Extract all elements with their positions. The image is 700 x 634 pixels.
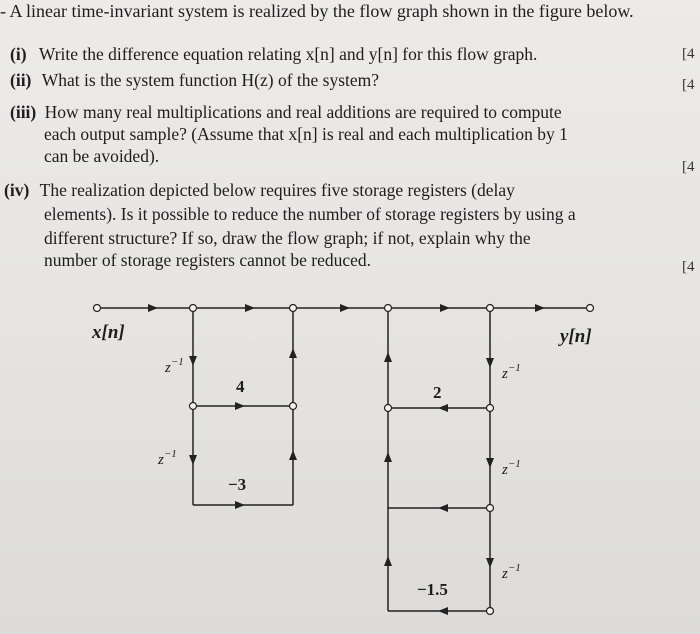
part-ii-marks: [4 bbox=[682, 77, 695, 93]
arrow-forward-5 bbox=[535, 304, 545, 312]
arrow-forward-1 bbox=[148, 304, 158, 312]
arrow-right-up-3 bbox=[384, 556, 392, 566]
arrow-left-delay-1 bbox=[189, 356, 197, 366]
node-j bbox=[487, 608, 494, 615]
arrow-right-delay-1 bbox=[486, 358, 494, 368]
input-label: x[n] bbox=[92, 322, 125, 343]
part-iv-line-4: number of storage registers cannot be reduced. bbox=[44, 250, 372, 270]
node-h bbox=[487, 405, 494, 412]
delay-label-5: $z^{-1}$ bbox=[502, 562, 521, 582]
node-b bbox=[290, 305, 297, 312]
node-c bbox=[385, 305, 392, 312]
arrow-forward-4 bbox=[440, 304, 450, 312]
input-node bbox=[94, 305, 101, 312]
gain-4: 4 bbox=[236, 377, 245, 396]
delay-label-4: $z^{-1}$ bbox=[502, 458, 521, 478]
arrow-right-delay-2 bbox=[486, 458, 494, 468]
part-i-marks: [4 bbox=[682, 46, 695, 62]
arrow-right-up-1 bbox=[384, 352, 392, 362]
arrow-left-delay-2 bbox=[189, 455, 197, 465]
part-iii-line-1: How many real multiplications and real additions are required to compute bbox=[44, 102, 562, 122]
part-iv-label: (iv) bbox=[4, 180, 30, 200]
stem-text: A linear time-invariant system is realized by the flow graph shown in the figure below. bbox=[9, 1, 634, 21]
arrow-left-gain-4 bbox=[235, 402, 245, 410]
part-i-text: Write the difference equation relating x[n] and y[n] for this flow graph. bbox=[38, 44, 538, 64]
arrow-left-up-2 bbox=[289, 450, 297, 460]
arrow-forward-2 bbox=[245, 304, 255, 312]
arrow-left-up-1 bbox=[289, 348, 297, 358]
node-d bbox=[487, 305, 494, 312]
output-label: y[n] bbox=[560, 326, 592, 347]
part-iv-line-3: different structure? If so, draw the flow graph; if not, explain why the bbox=[44, 228, 531, 248]
part-i-label: (i) bbox=[10, 44, 27, 64]
arrow-forward-3 bbox=[340, 304, 350, 312]
arrow-left-gain-neg3 bbox=[235, 501, 245, 509]
part-iii-label: (iii) bbox=[10, 102, 37, 122]
part-ii-label: (ii) bbox=[10, 70, 32, 90]
arrow-right-delay-3 bbox=[486, 558, 494, 568]
gain-neg3: −3 bbox=[228, 475, 247, 494]
output-node bbox=[587, 305, 594, 312]
node-e bbox=[190, 403, 197, 410]
arrow-right-up-2 bbox=[384, 452, 392, 462]
node-a bbox=[190, 305, 197, 312]
delay-label-3: $z^{-1}$ bbox=[502, 362, 521, 382]
part-iv-line-1: The realization depicted below requires five storage registers (delay bbox=[39, 180, 515, 200]
delay-label-2: $z^{-1}$ bbox=[158, 448, 177, 468]
node-f bbox=[290, 403, 297, 410]
part-iii-line-3: can be avoided). bbox=[44, 146, 160, 166]
node-i bbox=[487, 505, 494, 512]
arrow-right-gain-neg15 bbox=[438, 607, 448, 615]
part-iv-marks: [4 bbox=[682, 259, 695, 275]
part-iv-line-2: elements). Is it possible to reduce the number of storage registers by using a bbox=[44, 204, 576, 224]
part-ii-text: What is the system function H(z) of the system? bbox=[41, 70, 380, 90]
delay-label-1: $z^{-1}$ bbox=[165, 356, 184, 376]
gain-2: 2 bbox=[433, 383, 442, 402]
part-iii-marks: [4 bbox=[682, 159, 695, 175]
part-iii-line-2: each output sample? (Assume that x[n] is real and each multiplication by 1 bbox=[44, 124, 568, 144]
node-g bbox=[385, 405, 392, 412]
stem-prefix: - bbox=[0, 1, 6, 21]
gain-neg1-5: −1.5 bbox=[417, 580, 448, 599]
arrow-right-gain-0 bbox=[438, 504, 448, 512]
arrow-right-gain-2 bbox=[438, 404, 448, 412]
